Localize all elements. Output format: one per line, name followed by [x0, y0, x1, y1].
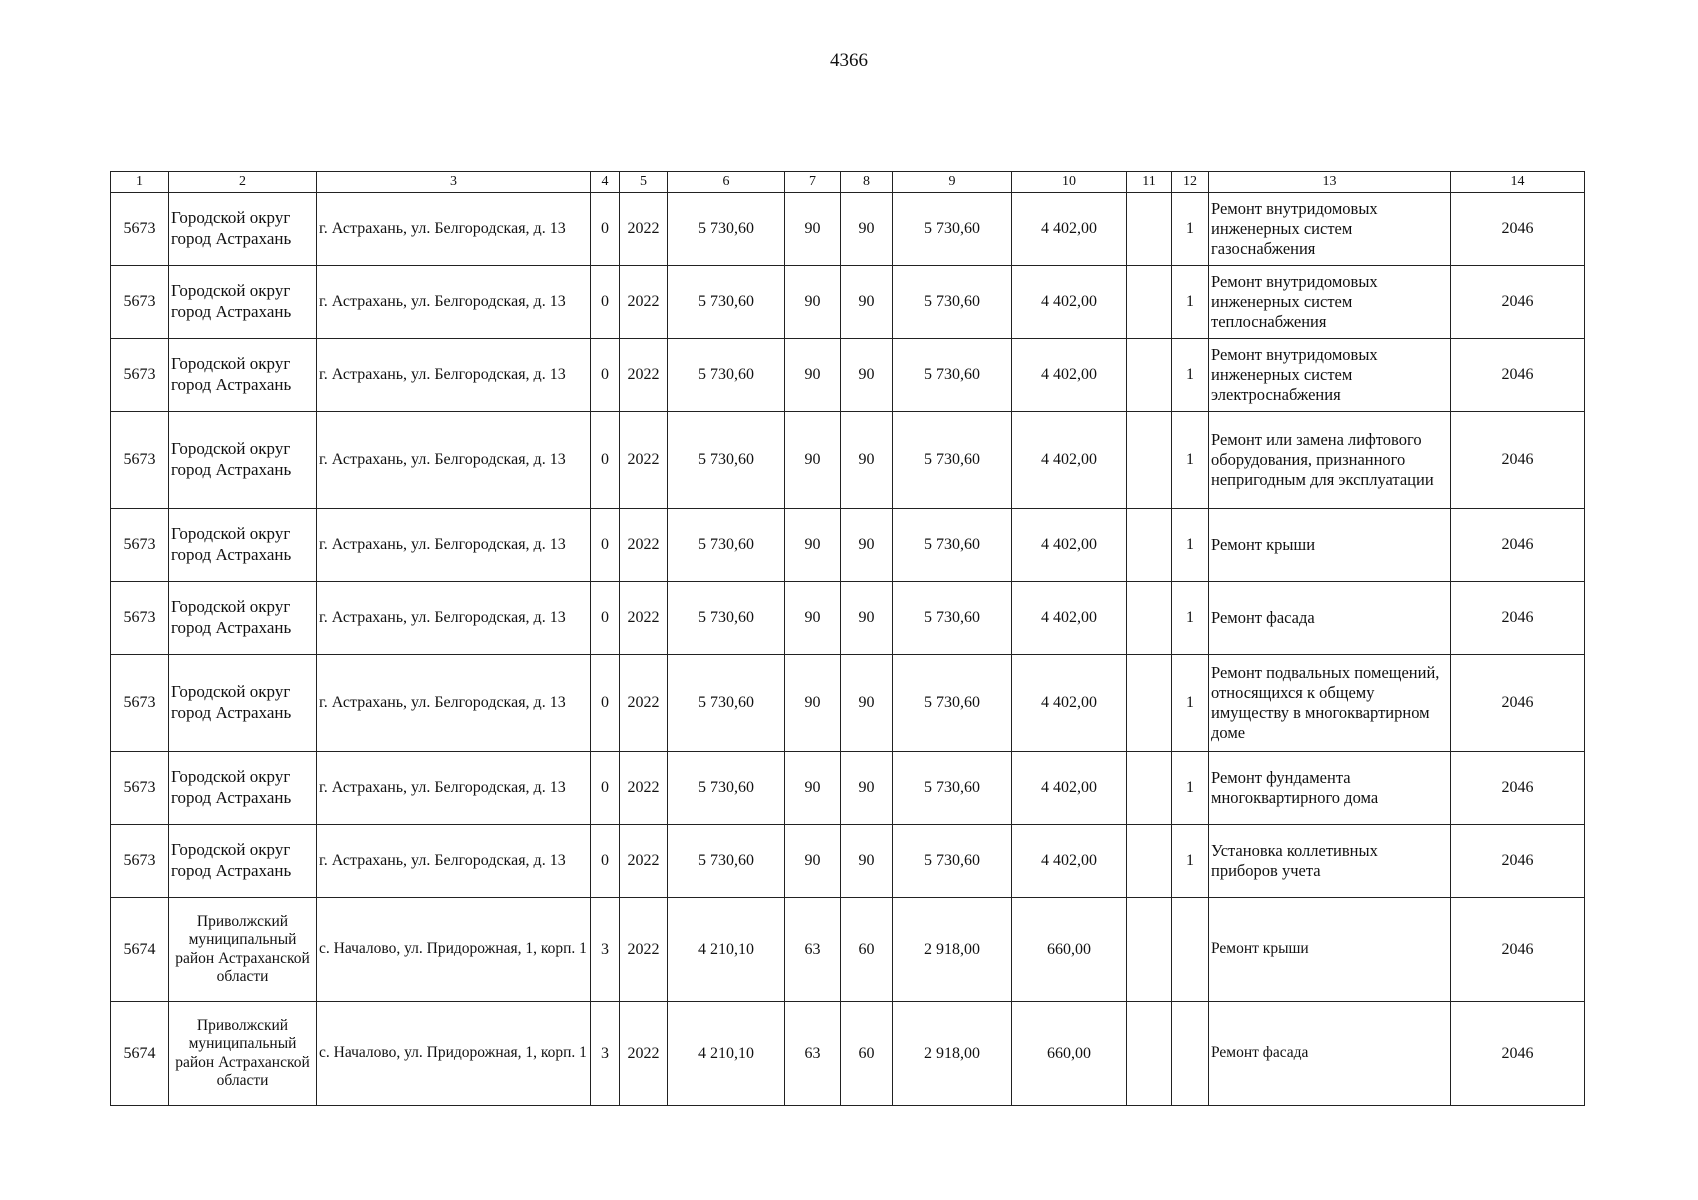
col11-cell [1127, 339, 1172, 412]
row-number: 5673 [111, 339, 169, 412]
table-row [111, 412, 1585, 509]
col9-cell: 5 730,60 [893, 655, 1012, 752]
col12-cell: 1 [1172, 412, 1209, 509]
col4-cell: 0 [591, 655, 620, 752]
area-cell: 5 730,60 [668, 752, 785, 825]
header-cell: 11 [1127, 172, 1172, 193]
work-type-cell: Ремонт внутридомовых инженерных систем электроснабжения [1209, 339, 1451, 412]
municipality-cell: Городской округ город Астрахань [169, 509, 317, 582]
col11-cell [1127, 582, 1172, 655]
work-type-cell: Ремонт подвальных помещений, относящихся к общему имуществу в многоквартирном доме [1209, 655, 1451, 752]
end-year-cell: 2046 [1451, 655, 1585, 752]
work-type-cell: Ремонт крыши [1209, 509, 1451, 582]
col9-cell: 5 730,60 [893, 266, 1012, 339]
col12-cell: 1 [1172, 825, 1209, 898]
header-cell: 14 [1451, 172, 1585, 193]
row-number: 5673 [111, 266, 169, 339]
col10-cell: 660,00 [1012, 1002, 1127, 1106]
col7-cell: 90 [785, 825, 841, 898]
table-row [111, 655, 1585, 752]
header-cell: 13 [1209, 172, 1451, 193]
col4-cell: 0 [591, 752, 620, 825]
header-row [111, 172, 1585, 193]
col12-cell: 1 [1172, 339, 1209, 412]
end-year-cell: 2046 [1451, 582, 1585, 655]
col8-cell: 90 [841, 412, 893, 509]
municipality-cell: Городской округ город Астрахань [169, 266, 317, 339]
address-cell: г. Астрахань, ул. Белгородская, д. 13 [317, 825, 591, 898]
year-cell: 2022 [620, 412, 668, 509]
col8-cell: 90 [841, 825, 893, 898]
work-type-cell: Ремонт внутридомовых инженерных систем теплоснабжения [1209, 266, 1451, 339]
col12-cell: 1 [1172, 193, 1209, 266]
work-type-cell: Ремонт фасада [1209, 1002, 1451, 1106]
col10-cell: 4 402,00 [1012, 266, 1127, 339]
address-cell: с. Началово, ул. Придорожная, 1, корп. 1 [317, 898, 591, 1002]
col10-cell: 4 402,00 [1012, 655, 1127, 752]
col10-cell: 4 402,00 [1012, 582, 1127, 655]
area-cell: 5 730,60 [668, 509, 785, 582]
municipality-cell: Городской округ город Астрахань [169, 825, 317, 898]
col9-cell: 5 730,60 [893, 752, 1012, 825]
address-cell: г. Астрахань, ул. Белгородская, д. 13 [317, 266, 591, 339]
work-type-cell: Установка коллетивных приборов учета [1209, 825, 1451, 898]
table-row [111, 193, 1585, 266]
table-row [111, 752, 1585, 825]
col10-cell: 4 402,00 [1012, 193, 1127, 266]
col12-cell [1172, 1002, 1209, 1106]
col4-cell: 0 [591, 266, 620, 339]
col11-cell [1127, 412, 1172, 509]
address-cell: г. Астрахань, ул. Белгородская, д. 13 [317, 412, 591, 509]
registry-table [110, 171, 1585, 1106]
col9-cell: 5 730,60 [893, 193, 1012, 266]
col12-cell: 1 [1172, 582, 1209, 655]
col4-cell: 0 [591, 582, 620, 655]
header-cell: 7 [785, 172, 841, 193]
year-cell: 2022 [620, 339, 668, 412]
row-number: 5674 [111, 898, 169, 1002]
col8-cell: 60 [841, 898, 893, 1002]
col8-cell: 90 [841, 752, 893, 825]
table-row [111, 582, 1585, 655]
work-type-cell: Ремонт или замена лифтового оборудования, признанного непригодным для эксплуатации [1209, 412, 1451, 509]
col8-cell: 90 [841, 509, 893, 582]
col11-cell [1127, 1002, 1172, 1106]
col12-cell [1172, 898, 1209, 1002]
header-cell: 1 [111, 172, 169, 193]
year-cell: 2022 [620, 1002, 668, 1106]
col7-cell: 90 [785, 339, 841, 412]
address-cell: г. Астрахань, ул. Белгородская, д. 13 [317, 509, 591, 582]
end-year-cell: 2046 [1451, 339, 1585, 412]
col11-cell [1127, 898, 1172, 1002]
row-number: 5673 [111, 193, 169, 266]
col8-cell: 90 [841, 582, 893, 655]
col10-cell: 4 402,00 [1012, 339, 1127, 412]
col9-cell: 5 730,60 [893, 582, 1012, 655]
header-cell: 2 [169, 172, 317, 193]
year-cell: 2022 [620, 582, 668, 655]
col8-cell: 90 [841, 655, 893, 752]
table-row [111, 509, 1585, 582]
header-cell: 10 [1012, 172, 1127, 193]
col9-cell: 5 730,60 [893, 509, 1012, 582]
row-number: 5673 [111, 752, 169, 825]
end-year-cell: 2046 [1451, 752, 1585, 825]
area-cell: 5 730,60 [668, 266, 785, 339]
col11-cell [1127, 655, 1172, 752]
end-year-cell: 2046 [1451, 412, 1585, 509]
col12-cell: 1 [1172, 266, 1209, 339]
col9-cell: 5 730,60 [893, 412, 1012, 509]
col9-cell: 5 730,60 [893, 825, 1012, 898]
page-number: 4366 [830, 50, 868, 71]
col9-cell: 5 730,60 [893, 339, 1012, 412]
header-cell: 3 [317, 172, 591, 193]
col7-cell: 63 [785, 1002, 841, 1106]
header-cell: 9 [893, 172, 1012, 193]
row-number: 5673 [111, 412, 169, 509]
col10-cell: 4 402,00 [1012, 412, 1127, 509]
area-cell: 5 730,60 [668, 655, 785, 752]
table-row [111, 339, 1585, 412]
year-cell: 2022 [620, 509, 668, 582]
year-cell: 2022 [620, 655, 668, 752]
end-year-cell: 2046 [1451, 825, 1585, 898]
col7-cell: 90 [785, 412, 841, 509]
col9-cell: 2 918,00 [893, 1002, 1012, 1106]
table-row [111, 898, 1585, 1002]
year-cell: 2022 [620, 266, 668, 339]
col7-cell: 90 [785, 655, 841, 752]
row-number: 5673 [111, 825, 169, 898]
row-number: 5673 [111, 655, 169, 752]
year-cell: 2022 [620, 825, 668, 898]
col12-cell: 1 [1172, 752, 1209, 825]
address-cell: г. Астрахань, ул. Белгородская, д. 13 [317, 193, 591, 266]
col8-cell: 60 [841, 1002, 893, 1106]
col4-cell: 0 [591, 509, 620, 582]
area-cell: 5 730,60 [668, 412, 785, 509]
end-year-cell: 2046 [1451, 1002, 1585, 1106]
end-year-cell: 2046 [1451, 266, 1585, 339]
work-type-cell: Ремонт фасада [1209, 582, 1451, 655]
header-cell: 5 [620, 172, 668, 193]
area-cell: 5 730,60 [668, 339, 785, 412]
municipality-cell: Городской округ город Астрахань [169, 582, 317, 655]
col7-cell: 90 [785, 582, 841, 655]
table-row [111, 266, 1585, 339]
col11-cell [1127, 825, 1172, 898]
address-cell: г. Астрахань, ул. Белгородская, д. 13 [317, 582, 591, 655]
work-type-cell: Ремонт внутридомовых инженерных систем газоснабжения [1209, 193, 1451, 266]
work-type-cell: Ремонт фундамента многоквартирного дома [1209, 752, 1451, 825]
end-year-cell: 2046 [1451, 193, 1585, 266]
header-cell: 6 [668, 172, 785, 193]
address-cell: г. Астрахань, ул. Белгородская, д. 13 [317, 655, 591, 752]
area-cell: 4 210,10 [668, 1002, 785, 1106]
col9-cell: 2 918,00 [893, 898, 1012, 1002]
table-row [111, 825, 1585, 898]
col11-cell [1127, 509, 1172, 582]
col7-cell: 63 [785, 898, 841, 1002]
col8-cell: 90 [841, 266, 893, 339]
year-cell: 2022 [620, 752, 668, 825]
col4-cell: 0 [591, 825, 620, 898]
row-number: 5673 [111, 509, 169, 582]
col10-cell: 4 402,00 [1012, 825, 1127, 898]
table-row [111, 1002, 1585, 1106]
row-number: 5674 [111, 1002, 169, 1106]
municipality-cell: Городской округ город Астрахань [169, 752, 317, 825]
col12-cell: 1 [1172, 509, 1209, 582]
header-cell: 12 [1172, 172, 1209, 193]
col7-cell: 90 [785, 509, 841, 582]
col7-cell: 90 [785, 266, 841, 339]
area-cell: 4 210,10 [668, 898, 785, 1002]
municipality-cell: Приволжский муниципальный район Астраханской области [169, 898, 317, 1002]
end-year-cell: 2046 [1451, 509, 1585, 582]
col11-cell [1127, 752, 1172, 825]
municipality-cell: Городской округ город Астрахань [169, 412, 317, 509]
municipality-cell: Городской округ город Астрахань [169, 193, 317, 266]
header-cell: 4 [591, 172, 620, 193]
municipality-cell: Приволжский муниципальный район Астраханской области [169, 1002, 317, 1106]
end-year-cell: 2046 [1451, 898, 1585, 1002]
work-type-cell: Ремонт крыши [1209, 898, 1451, 1002]
col4-cell: 3 [591, 898, 620, 1002]
year-cell: 2022 [620, 193, 668, 266]
header-cell: 8 [841, 172, 893, 193]
col4-cell: 0 [591, 339, 620, 412]
col8-cell: 90 [841, 193, 893, 266]
col10-cell: 660,00 [1012, 898, 1127, 1002]
area-cell: 5 730,60 [668, 193, 785, 266]
col4-cell: 3 [591, 1002, 620, 1106]
address-cell: г. Астрахань, ул. Белгородская, д. 13 [317, 339, 591, 412]
col10-cell: 4 402,00 [1012, 509, 1127, 582]
row-number: 5673 [111, 582, 169, 655]
col11-cell [1127, 266, 1172, 339]
col4-cell: 0 [591, 193, 620, 266]
area-cell: 5 730,60 [668, 825, 785, 898]
col11-cell [1127, 193, 1172, 266]
address-cell: с. Началово, ул. Придорожная, 1, корп. 1 [317, 1002, 591, 1106]
year-cell: 2022 [620, 898, 668, 1002]
area-cell: 5 730,60 [668, 582, 785, 655]
col10-cell: 4 402,00 [1012, 752, 1127, 825]
col7-cell: 90 [785, 193, 841, 266]
col12-cell: 1 [1172, 655, 1209, 752]
col4-cell: 0 [591, 412, 620, 509]
municipality-cell: Городской округ город Астрахань [169, 339, 317, 412]
col8-cell: 90 [841, 339, 893, 412]
address-cell: г. Астрахань, ул. Белгородская, д. 13 [317, 752, 591, 825]
col7-cell: 90 [785, 752, 841, 825]
municipality-cell: Городской округ город Астрахань [169, 655, 317, 752]
